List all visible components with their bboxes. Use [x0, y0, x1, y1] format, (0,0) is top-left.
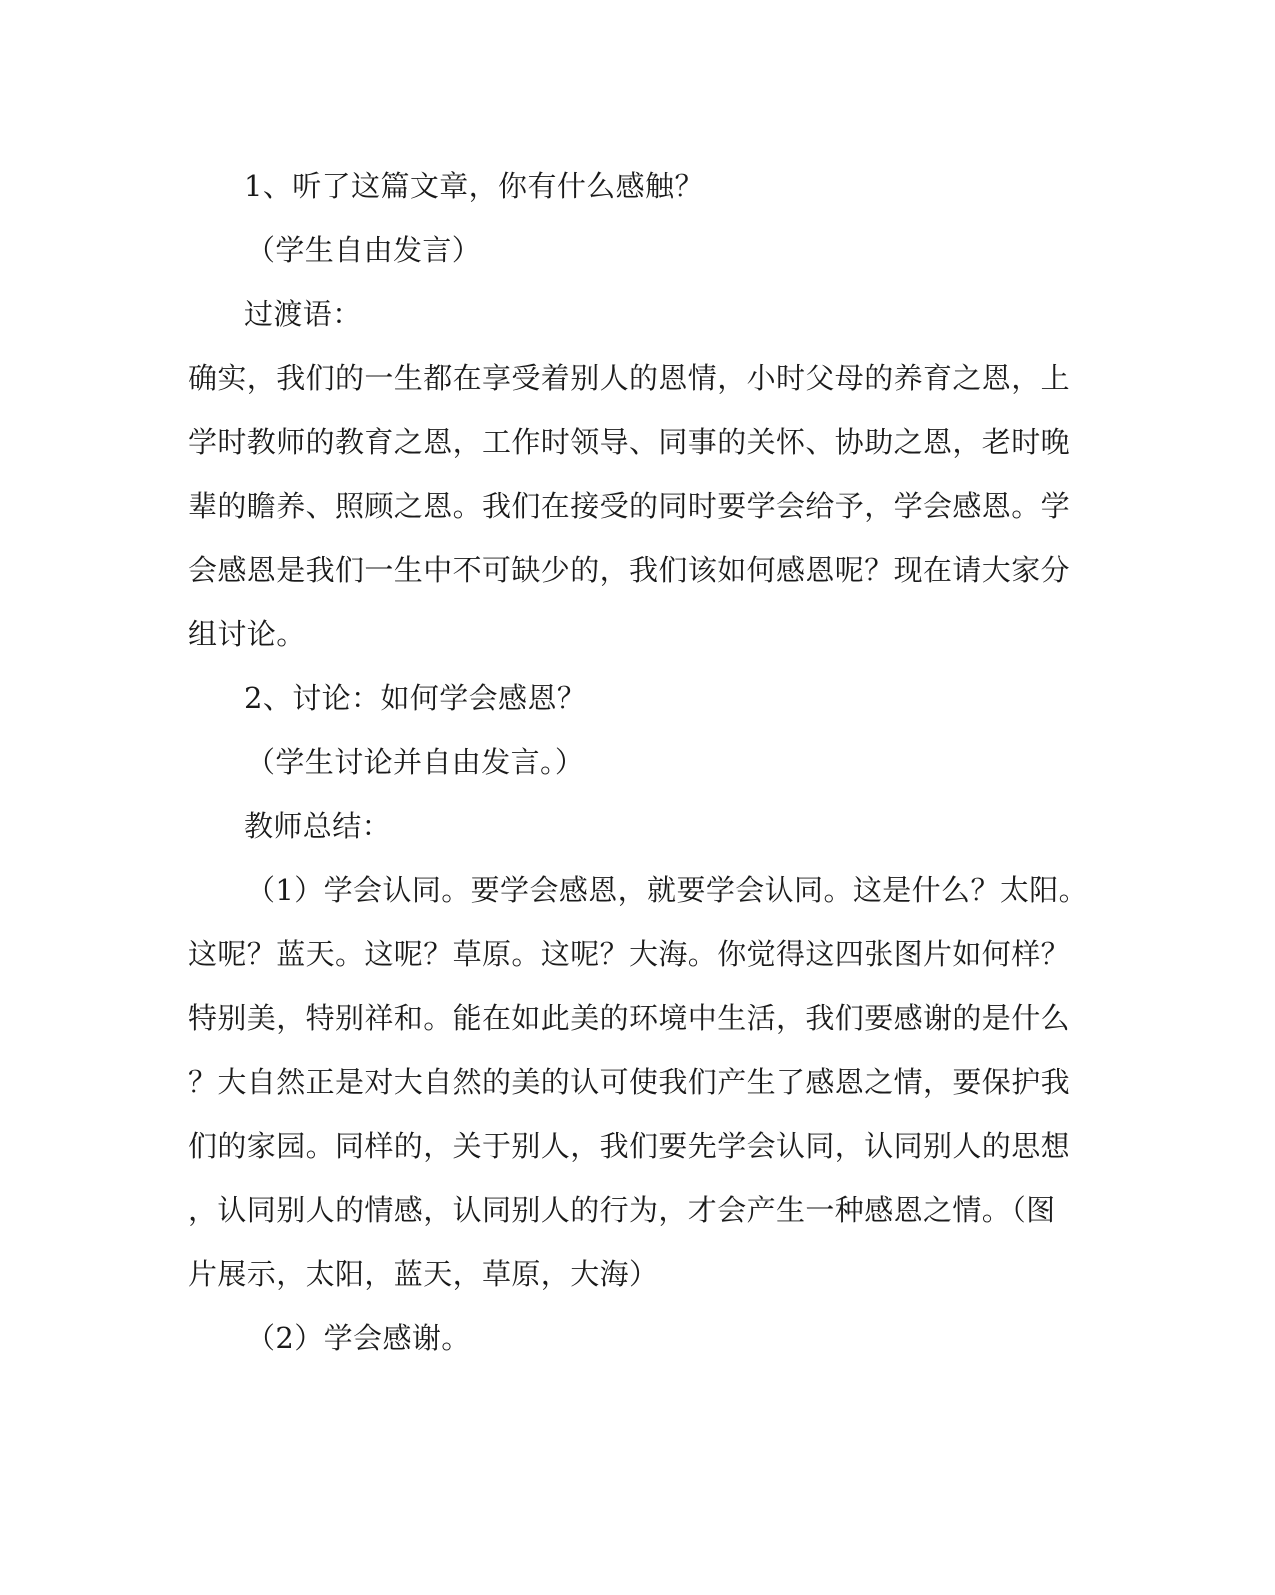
paragraph-line: 组讨论。 — [188, 617, 306, 651]
paragraph-line: ？大自然正是对大自然的美的认可使我们产生了感恩之情，要保护我 — [188, 1065, 1071, 1099]
paragraph-line: 特别美，特别祥和。能在如此美的环境中生活，我们要感谢的是什么 — [188, 1001, 1071, 1035]
paragraph-line: 学时教师的教育之恩，工作时领导、同事的关怀、协助之恩，老时晚 — [188, 425, 1071, 459]
summary-point-2: （2）学会感谢。 — [246, 1321, 471, 1355]
paragraph-line: 们的家园。同样的，关于别人，我们要先学会认同，认同别人的思想 — [188, 1129, 1071, 1163]
paragraph-line: 片展示，太阳，蓝天，草原，大海） — [188, 1257, 659, 1291]
paragraph-line: ，认同别人的情感，认同别人的行为，才会产生一种感恩之情。（图 — [188, 1193, 1056, 1227]
question-1: 1、听了这篇文章，你有什么感触？ — [244, 169, 704, 203]
paragraph-line: 这呢？蓝天。这呢？草原。这呢？大海。你觉得这四张图片如何样？ — [188, 937, 1071, 971]
paragraph-line: 确实，我们的一生都在享受着别人的恩情，小时父母的养育之恩，上 — [188, 361, 1071, 395]
summary-point-1: （1）学会认同。要学会感恩，就要学会认同。这是什么？太阳。 — [246, 873, 1089, 907]
paragraph-line: 辈的瞻养、照顾之恩。我们在接受的同时要学会给予，学会感恩。学 — [188, 489, 1071, 523]
question-2: 2、讨论：如何学会感恩？ — [244, 681, 587, 715]
student-response-note: （学生自由发言） — [246, 233, 482, 267]
paragraph-line: 会感恩是我们一生中不可缺少的，我们该如何感恩呢？现在请大家分 — [188, 553, 1071, 587]
student-discussion-note: （学生讨论并自由发言。） — [246, 745, 585, 779]
transition-heading: 过渡语： — [244, 297, 362, 331]
teacher-summary-heading: 教师总结： — [244, 809, 392, 843]
